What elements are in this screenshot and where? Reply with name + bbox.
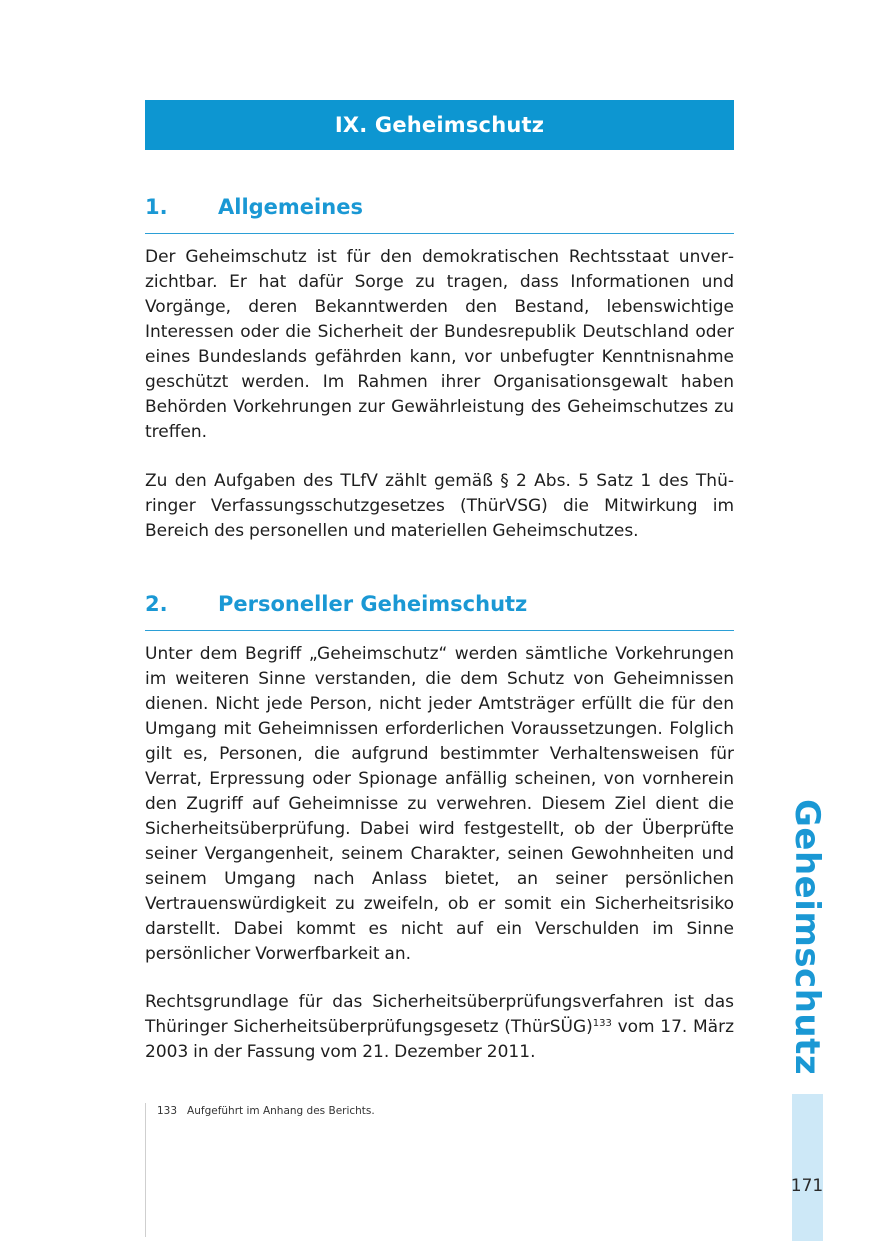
chapter-title: IX. Geheimschutz xyxy=(334,113,545,137)
side-chapter-title-text: Geheimschutz xyxy=(787,799,827,1076)
section-title: Personeller Geheimschutz xyxy=(218,592,528,616)
section-heading-personeller-geheimschutz xyxy=(145,588,734,631)
section-number: 2. xyxy=(145,592,168,616)
paragraph-allgemeines-2: Zu den Aufgaben des TLfV zählt gemäß § 2 Abs. 5 Satz 1 des Thüringer Verfassungsschutzgesetzes (ThürVSG) die Mitwirkung im Bereich des personellen und materiellen Geheimschutzes. xyxy=(145,471,734,541)
footnote-reference[interactable]: 133 xyxy=(592,1018,612,1029)
section-title: Allgemeines xyxy=(218,195,363,219)
paragraph-allgemeines-1: Der Geheimschutz ist für den demokratischen Rechtsstaat unverzichtbar. Er hat dafür Sorge zu tragen, dass Informationen und Vorgänge, deren Bekanntwerden den Bestand, lebenswichtige Interessen oder die Sicherheit der Bundesrepublik Deutschland oder eines Bundeslands gefährden kann, vor unbefugter Kenntnisnahme geschützt werden. Im Rahmen ihrer Organisationsgewalt haben Behörden Vorkehrungen zur Gewährleistung des Geheimschutzes zu treffen. xyxy=(145,247,734,442)
footnote-rule xyxy=(145,1103,146,1237)
paragraph-text-before-ref: Rechtsgrundlage für das Sicherheitsüberprüfungsverfahren ist das Thüringer Sicherheitsüberprüfungsgesetz (ThürSÜG) xyxy=(145,992,734,1037)
footnote xyxy=(157,1105,375,1117)
paragraph-text-after-ref: vom 17. März 2003 in der Fassung vom 21. Dezember 2011. xyxy=(145,1017,734,1062)
paragraph-personeller-2 xyxy=(145,990,734,1065)
paragraph-personeller-1: Unter dem Begriff „Geheimschutz“ werden sämtliche Vorkehrungen im weiteren Sinne verstanden, die dem Schutz von Geheimnissen dienen. Nicht jede Person, nicht jeder Amtsträger erfüllt die für den Umgang mit Geheimnissen erforderlichen Voraussetzungen. Folglich gilt es, Personen, die aufgrund bestimmter Verhaltensweisen für Verrat, Erpressung oder Spionage anfällig scheinen, von vornherein den Zugriff auf Geheimnisse zu verwehren. Diesem Ziel dient die Sicherheitsüberprüfung. Dabei wird festgestellt, ob der Überprüfte seiner Vergangenheit, seinem Charakter, seinen Gewohnheiten und seinem Umgang nach Anlass bietet, an seiner persönlichen Vertrauenswürdigkeit zu zweifeln, ob er somit ein Sicherheitsrisiko darstellt. Dabei kommt es nicht auf ein Verschulden im Sinne persönlicher Vorwerfbarkeit an. xyxy=(145,644,734,964)
footnote-number: 133 xyxy=(157,1105,178,1117)
section-heading-allgemeines xyxy=(145,191,734,234)
side-chapter-title xyxy=(783,799,831,1076)
footnote-text: Aufgeführt im Anhang des Berichts. xyxy=(187,1105,375,1117)
section-number: 1. xyxy=(145,195,168,219)
chapter-banner xyxy=(145,100,734,150)
page-number: 171 xyxy=(790,1176,824,1196)
side-tab xyxy=(792,1094,823,1241)
